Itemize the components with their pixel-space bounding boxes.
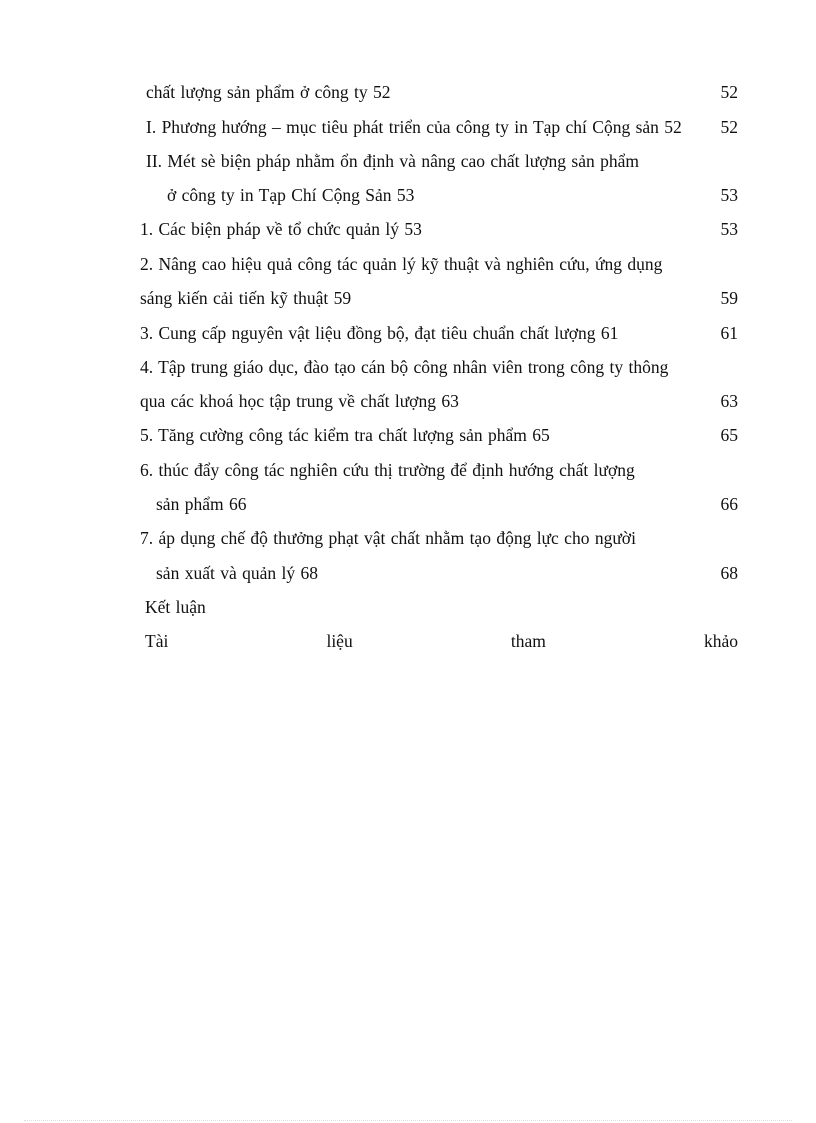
toc-word: khảo [703,631,738,651]
toc-entry-text: I. Phương hướng – mục tiêu phát triển của công ty in Tạp chí Cộng sản 52 [146,117,682,137]
toc-entry [0,283,816,313]
toc-entry-text: ở công ty in Tạp Chí Cộng Sản 53 [167,185,415,205]
toc-entry-text: II. Mét sè biện pháp nhằm ổn định và nâng cao chất lượng sản phẩm [146,151,639,171]
toc-entry-page: 65 [720,425,738,445]
toc-entry-text: 1. Các biện pháp về tổ chức quản lý 53 [140,219,422,239]
toc-entry-page: 53 [720,219,738,239]
toc-entry [0,420,816,450]
toc-entry [0,249,816,279]
toc-word: Tài [145,631,169,651]
toc-entry [0,558,816,588]
toc-entry-text: sáng kiến cải tiến kỹ thuật 59 [140,288,352,308]
toc-entry [0,523,816,553]
toc-entry-text: 6. thúc đẩy công tác nghiên cứu thị trường để định hướng chất lượng [140,460,635,480]
toc-word: liệu [326,631,353,651]
toc-entry-page: 66 [720,494,738,514]
toc-entry [0,146,816,176]
toc-justified-line [0,626,816,656]
toc-entry-text: 2. Nâng cao hiệu quả công tác quản lý kỹ thuật và nghiên cứu, ứng dụng [140,254,663,274]
toc-entry-page: 52 [720,82,738,102]
toc-entry-page: 63 [720,391,738,411]
toc-entry [0,352,816,382]
toc-entry-page: 52 [720,117,738,137]
toc-entry-page: 61 [720,323,738,343]
toc-entry-text: Kết luận [145,597,206,617]
toc-entry-page: 68 [720,563,738,583]
toc-entry [0,77,816,107]
toc-entry [0,455,816,485]
toc-entry [0,214,816,244]
toc-entry-text: qua các khoá học tập trung về chất lượng 63 [140,391,459,411]
toc-entry-text: sản phẩm 66 [156,494,247,514]
toc-entry [0,386,816,416]
page-bottom-divider [24,1120,792,1121]
toc-entry [0,592,816,622]
toc-entry-text: 3. Cung cấp nguyên vật liệu đồng bộ, đạt tiêu chuẩn chất lượng 61 [140,323,619,343]
toc-entry-text: 5. Tăng cường công tác kiểm tra chất lượng sản phẩm 65 [140,425,550,445]
toc-entry-text: chất lượng sản phẩm ở công ty 52 [146,82,391,102]
toc-entry [0,318,816,348]
toc-entry [0,180,816,210]
toc-entry-text: sản xuất và quản lý 68 [156,563,318,583]
toc-entry-page: 53 [720,185,738,205]
toc-entry-text: 7. áp dụng chế độ thưởng phạt vật chất nhằm tạo động lực cho người [140,528,636,548]
toc-entry-text: 4. Tập trung giáo dục, đào tạo cán bộ công nhân viên trong công ty thông [140,357,669,377]
toc-entry [0,112,816,142]
toc-word: tham [510,631,546,651]
toc-entry-page: 59 [720,288,738,308]
toc-entry [0,489,816,519]
